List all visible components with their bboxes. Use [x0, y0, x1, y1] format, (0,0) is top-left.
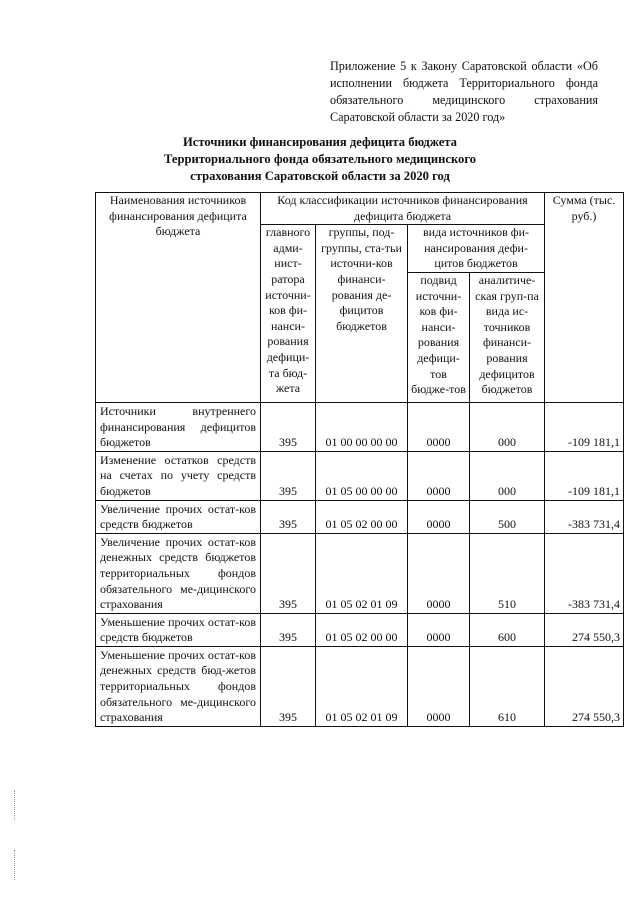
title-line: Источники финансирования дефицита бюджета: [183, 135, 457, 149]
row-admin: 395: [261, 402, 316, 451]
row-subkind: 0000: [408, 533, 470, 613]
row-sum: 274 550,3: [545, 646, 624, 726]
title-line: страхования Саратовской области за 2020 год: [190, 169, 450, 183]
header-kind: вида источников фи-нансирования дефи-цитов бюджетов: [408, 225, 545, 273]
header-group: группы, под-группы, ста-тьи источни-ков финанси-рования де-фицитов бюджетов: [316, 225, 408, 403]
row-name: Источники внутреннего финансирования дефицитов бюджетов: [96, 402, 261, 451]
row-admin: 395: [261, 451, 316, 500]
title-line: Территориального фонда обязательного медицинского: [163, 152, 477, 166]
row-admin: 395: [261, 533, 316, 613]
row-analytic: 600: [470, 613, 545, 646]
row-subkind: 0000: [408, 402, 470, 451]
row-subkind: 0000: [408, 451, 470, 500]
row-admin: 395: [261, 500, 316, 533]
row-admin: 395: [261, 646, 316, 726]
row-analytic: 510: [470, 533, 545, 613]
row-name: Уменьшение прочих остат-ков денежных средств бюд-жетов территориальных фондов обязательного ме-дицинского страхования: [96, 646, 261, 726]
header-analytic: аналитиче-ская груп-па вида ис-точников финанси-рования дефицитов бюджетов: [470, 272, 545, 402]
table-row: [96, 533, 624, 613]
table-row: [96, 500, 624, 533]
header-code: Код классификации источников финансирования дефицита бюджета: [261, 193, 545, 225]
row-subkind: 0000: [408, 646, 470, 726]
row-name: Изменение остатков средств на счетах по учету средств бюджетов: [96, 451, 261, 500]
table-row: [96, 646, 624, 726]
header-name: Наименования источников финансирования дефицита бюджета: [96, 193, 261, 403]
header-subkind: подвид источни-ков фи-нанси-рования дефици-тов бюдже-тов: [408, 272, 470, 402]
row-name: Уменьшение прочих остат-ков средств бюджетов: [96, 613, 261, 646]
row-sum: -383 731,4: [545, 533, 624, 613]
appendix-note: Приложение 5 к Закону Саратовской области «Об исполнении бюджета Территориального фонда обязательного медицинского страхования Саратовской области за 2020 год»: [330, 59, 598, 124]
row-analytic: 000: [470, 402, 545, 451]
header-admin: главного адми-нист-ратора источни-ков фи-нанси-рования дефици-та бюд-жета: [261, 225, 316, 403]
scan-artifact: [14, 790, 16, 820]
financing-sources-table: [95, 192, 624, 727]
header-sum: Сумма (тыс. руб.): [545, 193, 624, 403]
row-sum: -109 181,1: [545, 402, 624, 451]
row-analytic: 000: [470, 451, 545, 500]
table-row: [96, 613, 624, 646]
row-analytic: 610: [470, 646, 545, 726]
row-analytic: 500: [470, 500, 545, 533]
table-row: [96, 451, 624, 500]
row-sum: -383 731,4: [545, 500, 624, 533]
row-group: 01 05 02 01 09: [316, 646, 408, 726]
row-group: 01 05 00 00 00: [316, 451, 408, 500]
row-group: 01 00 00 00 00: [316, 402, 408, 451]
row-sum: 274 550,3: [545, 613, 624, 646]
row-name: Увеличение прочих остат-ков средств бюджетов: [96, 500, 261, 533]
row-admin: 395: [261, 613, 316, 646]
table-row: [96, 402, 624, 451]
row-group: 01 05 02 01 09: [316, 533, 408, 613]
scan-artifact: [14, 850, 16, 880]
row-sum: -109 181,1: [545, 451, 624, 500]
row-name: Увеличение прочих остат-ков денежных средств бюджетов территориальных фондов обязательного ме-дицинского страхования: [96, 533, 261, 613]
row-subkind: 0000: [408, 500, 470, 533]
row-group: 01 05 02 00 00: [316, 613, 408, 646]
document-title: [95, 134, 545, 185]
row-subkind: 0000: [408, 613, 470, 646]
row-group: 01 05 02 00 00: [316, 500, 408, 533]
